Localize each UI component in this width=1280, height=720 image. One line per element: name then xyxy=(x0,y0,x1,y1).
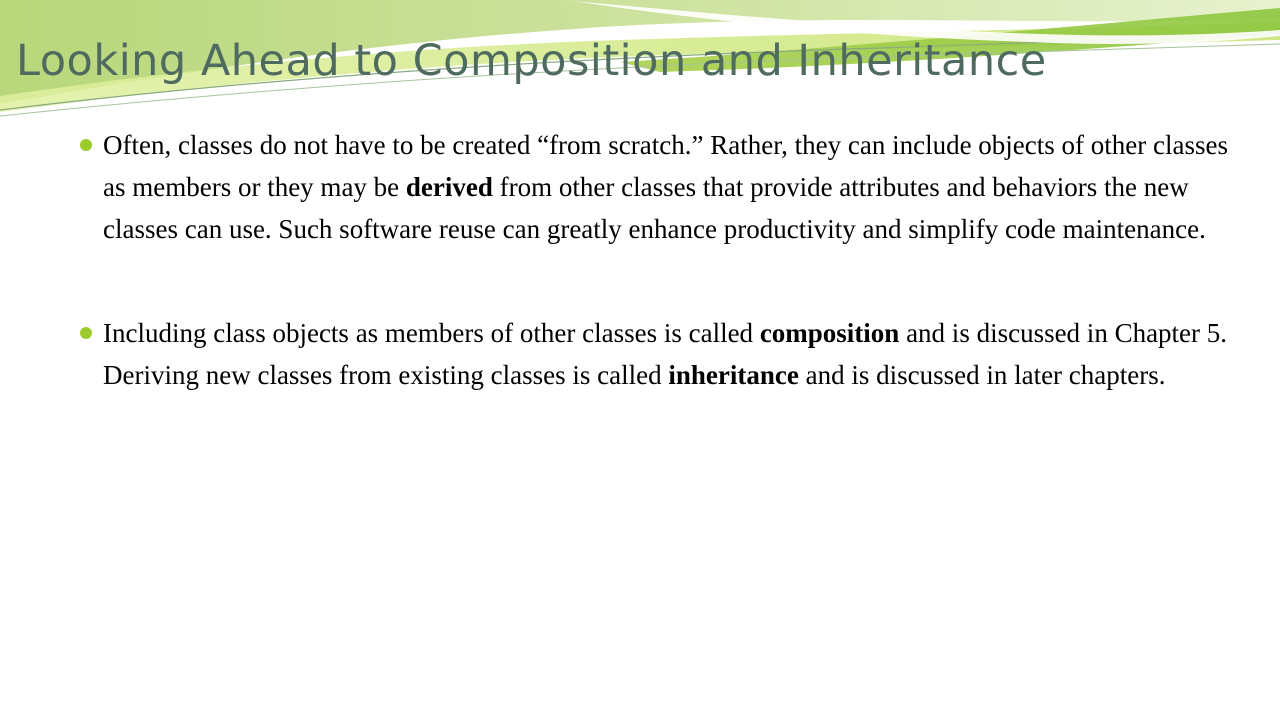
page-title: Looking Ahead to Composition and Inheritance xyxy=(16,36,1047,86)
bullet-dot-icon xyxy=(80,327,92,339)
list-item xyxy=(80,312,1230,396)
bold-term-derived: derived xyxy=(405,172,493,202)
bullet-text: and is discussed in Chapter 5. Deriving new classes from existing classes is called xyxy=(103,318,1228,390)
bold-term-composition: composition xyxy=(759,318,900,348)
bold-term-inheritance: inheritance xyxy=(668,360,799,390)
bullet-text: Often, classes do not have to be created “from scratch.” Rather, they can include objects of other classes as members or they may be xyxy=(103,130,1228,202)
bullet-text: Including class objects as members of other classes is called xyxy=(103,318,760,348)
bullet-text: and is discussed in later chapters. xyxy=(798,360,1166,390)
bullet-dot-icon xyxy=(80,139,92,151)
bullet-list xyxy=(80,124,1230,458)
bullet-text: from other classes that provide attributes and behaviors the new classes can use. Such software reuse can greatly enhance productivity and simplify code maintenance. xyxy=(103,172,1206,244)
list-item xyxy=(80,124,1230,250)
